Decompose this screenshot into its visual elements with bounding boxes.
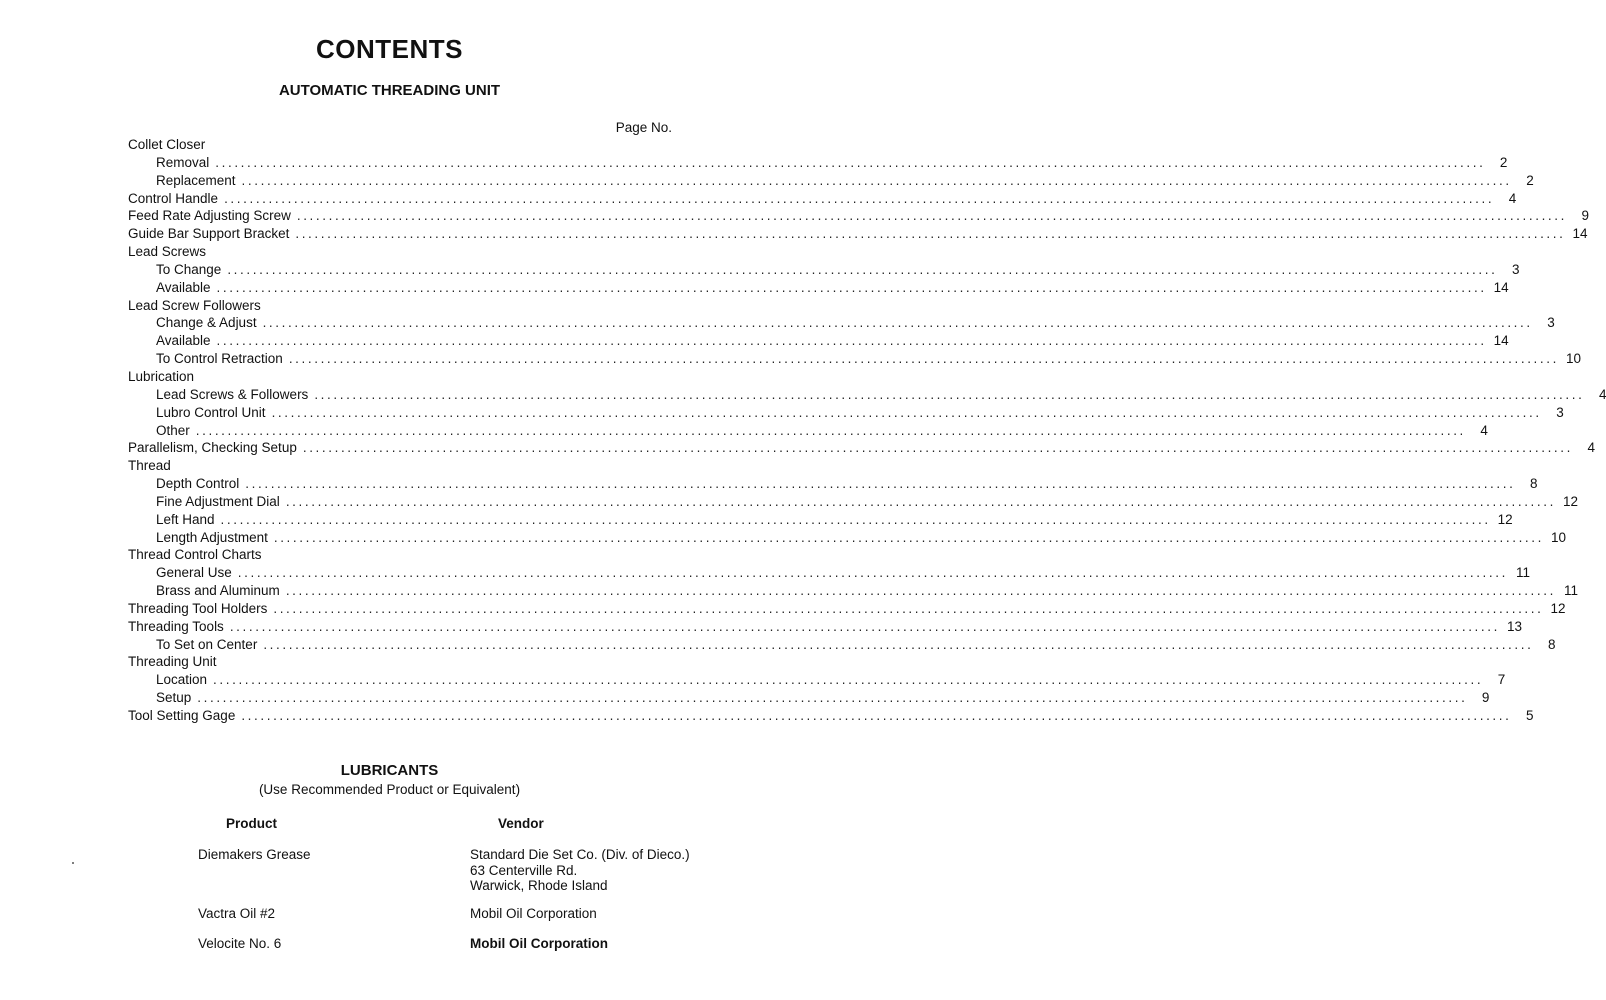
toc-entry-label: Replacement xyxy=(156,172,236,188)
toc-entry xyxy=(128,136,672,154)
dot-leader: ........................................................................................................................................................................................................ xyxy=(197,690,1468,706)
toc-entry xyxy=(128,546,672,564)
toc-entry-page: 12 xyxy=(1562,493,1578,509)
toc-entry xyxy=(128,653,672,671)
toc-entry-page: 5 xyxy=(1525,708,1534,723)
toc-entry-label: To Control Retraction xyxy=(156,351,283,367)
vendor-line: Warwick, Rhode Island xyxy=(470,878,608,893)
dot-leader: ........................................................................................................................................................................................................ xyxy=(216,279,1487,295)
dot-leader: ........................................................................................................................................................................................................ xyxy=(296,208,1567,224)
toc-entry xyxy=(128,261,1520,279)
toc-entry-label: Control Handle xyxy=(128,190,219,206)
toc-entry-label: Threading Tool Holders xyxy=(128,600,268,616)
dot-leader: ........................................................................................................................................................................................................ xyxy=(245,476,1516,492)
vendor-line: 63 Centerville Rd. xyxy=(470,862,578,878)
toc-entry xyxy=(128,475,1538,493)
toc-entry xyxy=(128,207,1589,225)
scan-speck xyxy=(72,862,74,864)
lubricant-product: Vactra Oil #2 xyxy=(198,906,276,921)
toc-entry-page: 8 xyxy=(1547,636,1556,652)
toc-entry xyxy=(128,154,1508,172)
toc-entry-label: Other xyxy=(156,422,190,438)
toc-entry-page: 9 xyxy=(1481,690,1490,706)
dot-leader: ........................................................................................................................................................................................................ xyxy=(295,226,1566,242)
page-no-header: Page No. xyxy=(615,120,672,135)
toc-entry xyxy=(128,279,1509,297)
toc-entry-label: Thread xyxy=(128,458,171,474)
toc-entry xyxy=(128,404,1564,422)
toc-entry xyxy=(128,172,1534,190)
toc-entry xyxy=(128,190,1517,208)
toc-entry-page: 3 xyxy=(1556,404,1564,420)
dot-leader: ........................................................................................................................................................................................................ xyxy=(273,600,1544,616)
vendor-line: Mobil Oil Corporation xyxy=(470,906,597,921)
dot-leader: ........................................................................................................................................................................................................ xyxy=(273,529,1544,545)
toc-entry xyxy=(128,422,1488,440)
toc-entry xyxy=(128,297,672,315)
toc-entry-label: Guide Bar Support Bracket xyxy=(128,226,290,242)
toc-entry-label: Collet Closer xyxy=(128,137,206,152)
toc-entry xyxy=(128,439,1595,457)
toc-entry xyxy=(128,350,1581,368)
toc-entry-page: 4 xyxy=(1598,386,1606,402)
toc-entry-page: 13 xyxy=(1506,618,1522,634)
page-subtitle: AUTOMATIC THREADING UNIT xyxy=(278,82,501,99)
toc-entry xyxy=(128,689,1490,707)
toc-entry xyxy=(128,243,672,261)
toc-entry-page: 4 xyxy=(1587,440,1595,456)
dot-leader: ........................................................................................................................................................................................................ xyxy=(302,440,1573,456)
toc-entry-label: Change & Adjust xyxy=(156,315,257,331)
toc-entry-label: To Change xyxy=(156,261,222,277)
toc-entry xyxy=(128,314,1555,332)
lubricants-subtitle: (Use Recommended Product or Equivalent) xyxy=(258,782,521,797)
toc-entry-label: To Set on Center xyxy=(156,636,258,652)
dot-leader: ........................................................................................................................................................................................................ xyxy=(215,154,1486,170)
lubricant-product: Velocite No. 6 xyxy=(198,936,282,951)
toc-entry-page: 4 xyxy=(1480,422,1488,438)
toc-entry xyxy=(128,564,1530,582)
dot-leader: ........................................................................................................................................................................................................ xyxy=(241,708,1512,723)
lubricant-vendor xyxy=(470,847,690,894)
vendor-line: Standard Die Set Co. (Div. of Dieco.) xyxy=(470,847,690,862)
toc-entry-page: 2 xyxy=(1526,172,1534,188)
toc-entry xyxy=(128,600,1566,618)
toc-entry-page: 14 xyxy=(1493,333,1509,349)
lubricant-product: Diemakers Grease xyxy=(198,847,311,862)
toc-entry xyxy=(128,582,1578,600)
toc-entry-page: 10 xyxy=(1565,351,1581,367)
toc-entry xyxy=(128,511,1513,529)
lubricant-vendor xyxy=(470,906,597,922)
toc-entry-label: Brass and Aluminum xyxy=(156,583,280,599)
toc-entry-page: 14 xyxy=(1572,226,1588,242)
dot-leader: ........................................................................................................................................................................................................ xyxy=(229,618,1500,634)
toc-entry-page: 4 xyxy=(1508,190,1517,206)
product-column-header: Product xyxy=(226,816,278,831)
toc-entry-label: Available xyxy=(156,279,211,295)
dot-leader: ........................................................................................................................................................................................................ xyxy=(314,386,1585,402)
dot-leader: ........................................................................................................................................................................................................ xyxy=(271,404,1542,420)
toc-entry-label: Fine Adjustment Dial xyxy=(156,493,280,509)
toc-entry-label: Feed Rate Adjusting Screw xyxy=(128,208,291,224)
toc-entry-label: Depth Control xyxy=(156,476,240,492)
toc-entry-label: Lead Screws & Followers xyxy=(156,386,309,402)
toc-entry-page: 9 xyxy=(1581,208,1589,224)
toc-entry-label: Parallelism, Checking Setup xyxy=(128,440,297,456)
dot-leader: ........................................................................................................................................................................................................ xyxy=(263,636,1534,652)
dot-leader: ........................................................................................................................................................................................................ xyxy=(195,422,1466,438)
toc-entry-label: Available xyxy=(156,333,211,349)
toc-entry-label: Lead Screws xyxy=(128,244,207,260)
page-title: CONTENTS xyxy=(316,34,463,64)
toc-entry-page: 11 xyxy=(1515,565,1530,581)
toc-entry xyxy=(128,225,1588,243)
toc-entry-page: 7 xyxy=(1497,672,1506,688)
dot-leader: ........................................................................................................................................................................................................ xyxy=(224,190,1495,206)
lubricants-title: LUBRICANTS xyxy=(340,762,439,779)
toc-entry-label: Length Adjustment xyxy=(156,529,268,545)
toc-entry-page: 10 xyxy=(1550,529,1566,545)
toc-entry-page: 3 xyxy=(1511,261,1520,277)
dot-leader: ........................................................................................................................................................................................................ xyxy=(285,493,1556,509)
toc-entry-page: 11 xyxy=(1563,583,1578,599)
toc-entry xyxy=(128,457,672,475)
toc-entry-page: 3 xyxy=(1547,315,1555,331)
toc-entry-label: Setup xyxy=(156,690,192,706)
toc-entry-label: Tool Setting Gage xyxy=(128,708,236,723)
toc-entry-page: 2 xyxy=(1499,154,1508,170)
toc-entry-page: 8 xyxy=(1529,476,1538,492)
toc-entry-label: General Use xyxy=(156,565,232,581)
toc-entry xyxy=(128,332,1509,350)
toc-entry-label: Location xyxy=(156,672,208,688)
toc-entry-label: Threading Tools xyxy=(128,618,224,634)
vendor-column-header: Vendor xyxy=(498,816,544,831)
toc-entry-label: Removal xyxy=(156,154,210,170)
toc-entry xyxy=(128,671,1506,689)
toc-entry-label: Lead Screw Followers xyxy=(128,297,261,313)
table-of-contents xyxy=(128,136,1606,725)
toc-entry-label: Lubro Control Unit xyxy=(156,404,266,420)
toc-entry-page: 12 xyxy=(1497,511,1513,527)
dot-leader: ........................................................................................................................................................................................................ xyxy=(227,261,1498,277)
toc-entry xyxy=(128,368,672,386)
toc-entry xyxy=(128,707,1534,725)
toc-entry xyxy=(128,618,1522,636)
toc-entry-label: Thread Control Charts xyxy=(128,547,262,563)
toc-entry xyxy=(128,529,1566,547)
vendor-line: Mobil Oil Corporation xyxy=(470,936,608,951)
dot-leader: ........................................................................................................................................................................................................ xyxy=(241,172,1512,188)
dot-leader: ........................................................................................................................................................................................................ xyxy=(237,565,1508,581)
dot-leader: ........................................................................................................................................................................................................ xyxy=(285,583,1556,599)
toc-entry-label: Left Hand xyxy=(156,511,215,527)
toc-entry xyxy=(128,493,1578,511)
dot-leader: ........................................................................................................................................................................................................ xyxy=(288,351,1559,367)
dot-leader: ........................................................................................................................................................................................................ xyxy=(220,511,1491,527)
toc-entry-page: 12 xyxy=(1550,600,1566,616)
dot-leader: ........................................................................................................................................................................................................ xyxy=(213,672,1484,688)
toc-entry xyxy=(128,636,1556,654)
dot-leader: ........................................................................................................................................................................................................ xyxy=(216,333,1487,349)
toc-entry-label: Lubrication xyxy=(128,368,195,384)
toc-entry-page: 14 xyxy=(1493,279,1509,295)
toc-entry-label: Threading Unit xyxy=(128,654,217,670)
lubricant-vendor xyxy=(470,936,608,952)
dot-leader: ........................................................................................................................................................................................................ xyxy=(262,315,1533,331)
toc-entry xyxy=(128,386,1606,404)
